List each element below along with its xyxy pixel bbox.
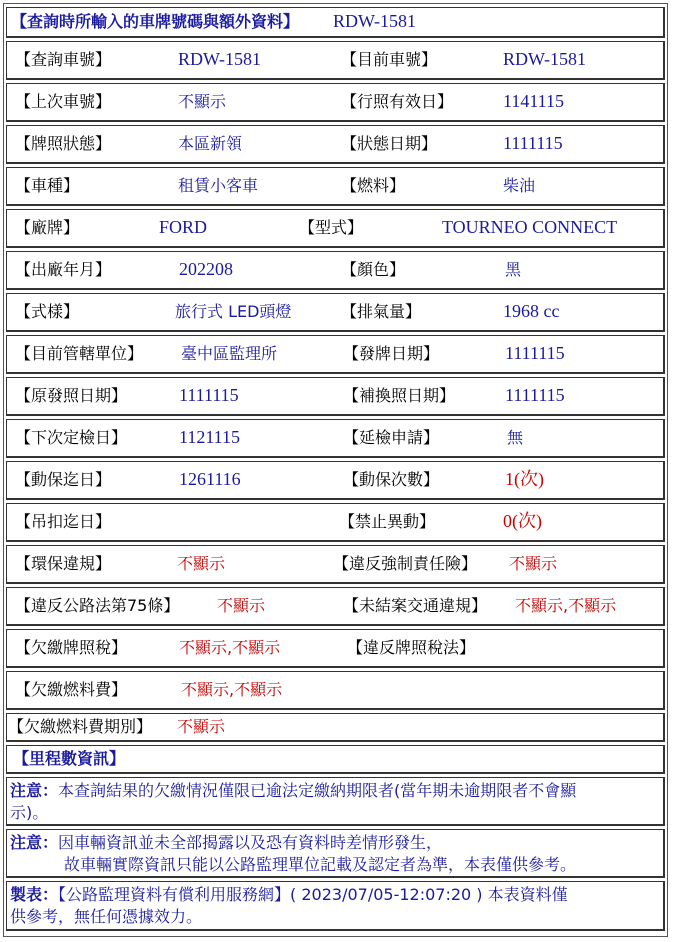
value-model: TOURNEO CONNECT bbox=[442, 217, 618, 237]
value-displacement: 1968 cc bbox=[503, 301, 560, 321]
value-jurisdiction: 臺中區監理所 bbox=[181, 344, 278, 363]
label-unpaid-license-tax: 【欠繳牌照稅】 bbox=[15, 638, 128, 657]
info-row-previous-plate bbox=[6, 83, 665, 122]
value-fuel: 柴油 bbox=[503, 176, 536, 195]
label-jurisdiction: 【目前管轄單位】 bbox=[15, 344, 144, 363]
info-row-original-license-date bbox=[6, 377, 665, 416]
info-row-environmental-violation bbox=[6, 545, 665, 584]
value-next-inspection: 1121115 bbox=[179, 427, 240, 447]
value-current-plate: RDW-1581 bbox=[503, 49, 586, 69]
footer-line2: 供參考，無任何憑據效力。 bbox=[10, 907, 203, 926]
value-lien-end-date: 1261116 bbox=[179, 469, 241, 489]
footer-line1: 【公路監理資料有償利用服務網】( 2023/07/05-12:07:20 ) 本表資料僅 bbox=[58, 885, 568, 904]
label-unpaid-fuel-fee-periods: 【欠繳燃料費期別】 bbox=[8, 717, 153, 736]
notice-overdue-label: 注意： bbox=[10, 781, 59, 800]
label-query-plate: 【查詢車號】 bbox=[15, 50, 112, 69]
query-header bbox=[6, 7, 665, 38]
info-row-unpaid-license-tax bbox=[6, 629, 665, 668]
value-status-date: 1111115 bbox=[503, 133, 563, 153]
info-row-suspension-end-date bbox=[6, 503, 665, 542]
notice-disclaimer-line1: 因車輛資訊並未全部揭露以及恐有資料時差情形發生， bbox=[58, 833, 443, 852]
value-issue-date: 1111115 bbox=[505, 343, 565, 363]
value-license-valid-date: 1141115 bbox=[503, 91, 564, 111]
info-row-highway-act-violation bbox=[6, 587, 665, 626]
info-row-style bbox=[6, 293, 665, 332]
label-license-valid-date: 【行照有效日】 bbox=[341, 92, 454, 111]
notice-disclaimer bbox=[6, 829, 665, 878]
value-unpaid-fuel-fee-periods: 不顯示 bbox=[177, 717, 226, 736]
value-environmental-violation: 不顯示 bbox=[177, 554, 226, 573]
label-original-license-date: 【原發照日期】 bbox=[15, 386, 128, 405]
label-replacement-date: 【補換照日期】 bbox=[343, 386, 456, 405]
label-next-inspection: 【下次定檢日】 bbox=[15, 428, 128, 447]
header-title: 【查詢時所輸入的車牌號碼與額外資料】 bbox=[11, 12, 300, 31]
value-vehicle-type: 租賃小客車 bbox=[178, 176, 259, 195]
value-unpaid-license-tax: 不顯示,不顯示 bbox=[179, 638, 281, 657]
value-color: 黑 bbox=[505, 260, 522, 279]
notice-overdue bbox=[6, 777, 665, 826]
notice-disclaimer-label: 注意： bbox=[10, 833, 59, 852]
label-unpaid-fuel-fee: 【欠繳燃料費】 bbox=[15, 680, 128, 699]
label-displacement: 【排氣量】 bbox=[341, 302, 422, 321]
value-query-plate: RDW-1581 bbox=[178, 49, 261, 69]
info-row-unpaid-fuel-fee bbox=[6, 671, 665, 710]
info-row-unpaid-fuel-fee-periods bbox=[6, 713, 665, 742]
label-color: 【顏色】 bbox=[341, 260, 406, 279]
label-model: 【型式】 bbox=[299, 218, 364, 237]
mileage-section bbox=[6, 745, 665, 774]
value-previous-plate: 不顯示 bbox=[178, 92, 227, 111]
footer-label: 製表： bbox=[10, 885, 59, 904]
value-brand: FORD bbox=[159, 217, 208, 237]
value-replacement-date: 1111115 bbox=[505, 385, 565, 405]
label-license-tax-violation: 【違反牌照稅法】 bbox=[347, 638, 476, 657]
info-row-jurisdiction bbox=[6, 335, 665, 374]
report-footer bbox=[6, 881, 665, 931]
label-plate-status: 【牌照狀態】 bbox=[15, 134, 112, 153]
label-fuel: 【燃料】 bbox=[341, 176, 406, 195]
label-brand: 【廠牌】 bbox=[15, 218, 80, 237]
label-status-date: 【狀態日期】 bbox=[341, 134, 438, 153]
notice-disclaimer-line2: 故車輛實際資訊只能以公路監理單位記載及認定者為準，本表僅供參考。 bbox=[64, 855, 577, 874]
label-lien-end-date: 【動保迄日】 bbox=[15, 470, 112, 489]
info-row-next-inspection bbox=[6, 419, 665, 458]
value-open-traffic-violations: 不顯示,不顯示 bbox=[515, 596, 617, 615]
value-plate-status: 本區新領 bbox=[178, 134, 243, 153]
label-inspection-extension: 【延檢申請】 bbox=[343, 428, 440, 447]
value-manufacture-date: 202208 bbox=[179, 259, 233, 279]
label-manufacture-date: 【出廠年月】 bbox=[15, 260, 112, 279]
label-highway-act-violation: 【違反公路法第75條】 bbox=[15, 596, 180, 615]
header-plate: RDW-1581 bbox=[333, 11, 416, 31]
info-row-manufacture-date bbox=[6, 251, 665, 290]
label-compulsory-insurance-violation: 【違反強制責任險】 bbox=[333, 554, 478, 573]
label-transfer-prohibited: 【禁止異動】 bbox=[339, 512, 436, 531]
info-row-lien-end-date bbox=[6, 461, 665, 500]
notice-overdue-line1: 本查詢結果的欠繳情況僅限已逾法定繳納期限者(當年期未逾期限者不會顯 bbox=[58, 781, 577, 800]
value-style: 旅行式 LED頭燈 bbox=[175, 302, 292, 321]
label-lien-count: 【動保次數】 bbox=[343, 470, 440, 489]
info-row-brand bbox=[6, 209, 665, 248]
label-issue-date: 【發牌日期】 bbox=[343, 344, 440, 363]
info-row-query-plate bbox=[6, 41, 665, 80]
label-current-plate: 【目前車號】 bbox=[341, 50, 438, 69]
value-unpaid-fuel-fee: 不顯示,不顯示 bbox=[181, 680, 283, 699]
label-suspension-end-date: 【吊扣迄日】 bbox=[15, 512, 112, 531]
notice-overdue-line2: 示)。 bbox=[10, 803, 49, 822]
value-transfer-prohibited: 0(次) bbox=[503, 511, 542, 531]
info-row-plate-status bbox=[6, 125, 665, 164]
value-compulsory-insurance-violation: 不顯示 bbox=[509, 554, 558, 573]
value-highway-act-violation: 不顯示 bbox=[217, 596, 266, 615]
mileage-heading: 【里程數資訊】 bbox=[13, 749, 126, 768]
info-row-vehicle-type bbox=[6, 167, 665, 206]
value-original-license-date: 1111115 bbox=[179, 385, 239, 405]
label-environmental-violation: 【環保違規】 bbox=[15, 554, 112, 573]
label-vehicle-type: 【車種】 bbox=[15, 176, 80, 195]
label-previous-plate: 【上次車號】 bbox=[15, 92, 112, 111]
value-inspection-extension: 無 bbox=[507, 428, 524, 447]
label-style: 【式樣】 bbox=[15, 302, 80, 321]
label-open-traffic-violations: 【未結案交通違規】 bbox=[343, 596, 488, 615]
value-lien-count: 1(次) bbox=[505, 469, 544, 489]
